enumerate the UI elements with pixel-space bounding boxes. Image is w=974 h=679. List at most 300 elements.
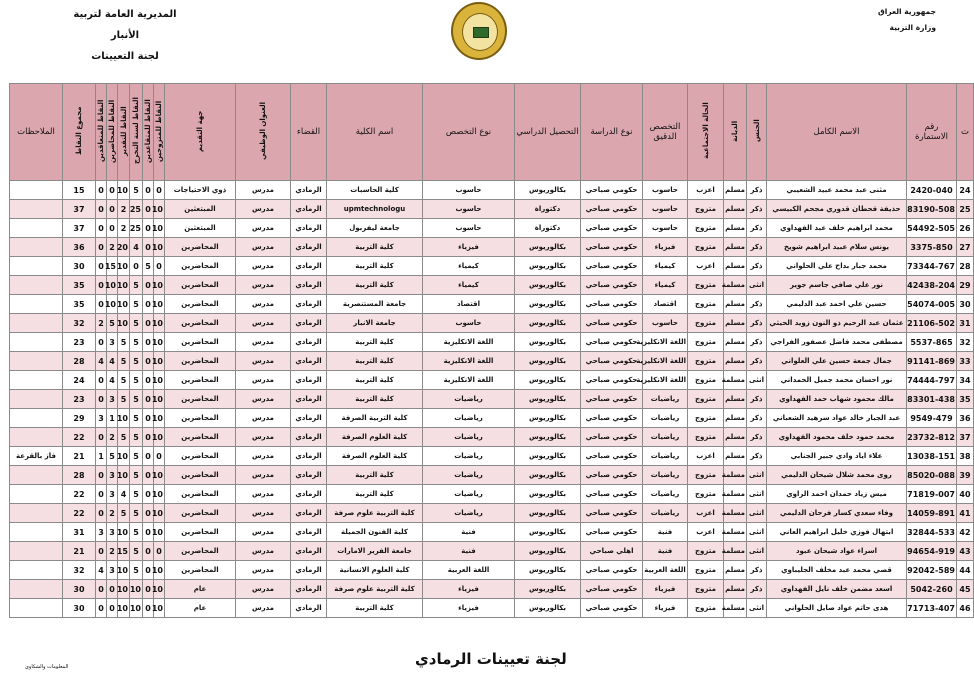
table-cell: مدرس xyxy=(236,542,291,561)
table-cell: ذكر xyxy=(747,390,767,409)
table-cell xyxy=(10,409,63,428)
table-cell: 10 xyxy=(118,466,130,485)
table-cell xyxy=(10,542,63,561)
table-cell: مسلمة xyxy=(724,466,747,485)
table-cell: 10 xyxy=(154,390,165,409)
table-cell: 42438-204 xyxy=(907,276,957,295)
table-cell: 4 xyxy=(118,485,130,504)
table-cell: مدرس xyxy=(236,295,291,314)
table-cell: 94654-919 xyxy=(907,542,957,561)
table-cell: متزوج xyxy=(688,333,724,352)
table-cell: 5 xyxy=(107,447,118,466)
table-cell: 2 xyxy=(107,542,118,561)
table-cell: 0 xyxy=(143,561,154,580)
table-cell: 10 xyxy=(154,352,165,371)
col-header: رقم الاستمارة xyxy=(907,84,957,181)
table-cell: مدرس xyxy=(236,257,291,276)
table-cell: اعزب xyxy=(688,523,724,542)
table-cell: متزوج xyxy=(688,314,724,333)
table-cell: 28 xyxy=(63,466,96,485)
table-cell: مدرس xyxy=(236,409,291,428)
table-cell: اعزب xyxy=(688,447,724,466)
table-cell: المحاضرين xyxy=(165,238,236,257)
table-cell: متزوج xyxy=(688,561,724,580)
table-cell: 44 xyxy=(957,561,974,580)
table-cell: 5 xyxy=(107,314,118,333)
table-cell: فنية xyxy=(423,523,515,542)
table-cell: 0 xyxy=(143,295,154,314)
table-cell: مسلمة xyxy=(724,599,747,618)
table-cell: مدرس xyxy=(236,352,291,371)
table-cell: متزوج xyxy=(688,219,724,238)
table-cell: 0 xyxy=(143,428,154,447)
table-row xyxy=(10,523,974,542)
table-cell xyxy=(10,561,63,580)
table-cell: 5 xyxy=(130,542,143,561)
table-cell: 71713-407 xyxy=(907,599,957,618)
table-cell: 73344-767 xyxy=(907,257,957,276)
table-cell: 3 xyxy=(107,390,118,409)
table-cell: 0 xyxy=(154,257,165,276)
table-cell: ذكر xyxy=(747,295,767,314)
table-cell: 5 xyxy=(130,295,143,314)
table-cell: مسلم xyxy=(724,257,747,276)
republic-header xyxy=(836,4,936,36)
table-cell: حسين علي احمد عبد الدليمي xyxy=(767,295,907,314)
table-cell: 3 xyxy=(107,485,118,504)
table-cell: 10 xyxy=(107,295,118,314)
table-cell: ذكر xyxy=(747,580,767,599)
table-cell: حاسوب xyxy=(643,181,688,200)
table-cell: رياضيات xyxy=(643,409,688,428)
table-cell: اللغة الانكليزية xyxy=(643,333,688,352)
table-cell: 0 xyxy=(143,485,154,504)
table-cell: ميس زياد حمدان احمد الراوي xyxy=(767,485,907,504)
table-cell: كلية العلوم الصرفة xyxy=(327,428,423,447)
table-cell: 0 xyxy=(96,504,107,523)
table-cell: المحاضرين xyxy=(165,428,236,447)
table-cell: ذكر xyxy=(747,561,767,580)
table-cell: متزوج xyxy=(688,580,724,599)
table-cell: اللغة العربية xyxy=(423,561,515,580)
table-cell: 0 xyxy=(107,219,118,238)
table-cell: حاسوب xyxy=(643,219,688,238)
table-cell: بكالوريوس xyxy=(515,580,581,599)
table-cell: 0 xyxy=(96,390,107,409)
table-cell xyxy=(10,295,63,314)
table-cell: علاء اياد وادي جبير الجنابي xyxy=(767,447,907,466)
table-cell: مسلم xyxy=(724,390,747,409)
table-cell: رياضيات xyxy=(643,428,688,447)
table-cell: مسلمة xyxy=(724,504,747,523)
table-cell: كلية التربية علوم صرفة xyxy=(327,504,423,523)
table-row xyxy=(10,333,974,352)
table-row xyxy=(10,409,974,428)
table-cell: 10 xyxy=(154,200,165,219)
table-cell: مسلم xyxy=(724,580,747,599)
table-cell: 29 xyxy=(957,276,974,295)
table-cell: 5 xyxy=(130,181,143,200)
table-cell: 3375-850 xyxy=(907,238,957,257)
table-cell: انثى xyxy=(747,466,767,485)
col-header: النقاط للمحاضرين xyxy=(107,84,118,181)
table-cell: متزوج xyxy=(688,200,724,219)
table-cell: الرمادي xyxy=(291,428,327,447)
table-cell: انثى xyxy=(747,599,767,618)
table-cell: 5 xyxy=(130,561,143,580)
table-cell: 2 xyxy=(118,200,130,219)
directorate-header xyxy=(60,4,190,67)
table-cell: هدى حاتم عواد صايل الحلواني xyxy=(767,599,907,618)
table-cell: رياضيات xyxy=(423,504,515,523)
table-cell: ذكر xyxy=(747,238,767,257)
table-cell: مدرس xyxy=(236,523,291,542)
table-row xyxy=(10,466,974,485)
table-cell: فيزياء xyxy=(643,599,688,618)
table-cell: الرمادي xyxy=(291,276,327,295)
table-cell: رياضيات xyxy=(423,428,515,447)
table-cell: 9549-479 xyxy=(907,409,957,428)
table-cell: فيزياء xyxy=(643,580,688,599)
table-cell: مسلم xyxy=(724,409,747,428)
table-cell: متزوج xyxy=(688,485,724,504)
table-cell: 10 xyxy=(118,409,130,428)
table-cell: 0 xyxy=(143,542,154,561)
table-cell: كلية الفنون الجميلة xyxy=(327,523,423,542)
table-cell: مدرس xyxy=(236,371,291,390)
table-cell: مسلمة xyxy=(724,371,747,390)
ministry-seal-logo xyxy=(451,2,507,60)
table-cell: مدرس xyxy=(236,504,291,523)
seal-inner-icon xyxy=(462,13,498,51)
table-cell: ابتهال فوزي خليل ابراهيم العاني xyxy=(767,523,907,542)
table-row xyxy=(10,238,974,257)
table-cell: 5 xyxy=(118,352,130,371)
table-row xyxy=(10,181,974,200)
table-cell: المحاضرين xyxy=(165,542,236,561)
table-row xyxy=(10,599,974,618)
table-cell: انثى xyxy=(747,523,767,542)
table-cell: متزوج xyxy=(688,542,724,561)
col-header: النقاط للمتزوجين xyxy=(154,84,165,181)
table-cell: حكومي صباحي xyxy=(581,276,643,295)
table-cell: 2 xyxy=(107,504,118,523)
table-cell: 0 xyxy=(143,409,154,428)
table-cell: بكالوريوس xyxy=(515,257,581,276)
directorate-name: المديرية العامة لتربية الأنبار xyxy=(73,9,177,41)
table-cell: 0 xyxy=(154,181,165,200)
table-cell: رياضيات xyxy=(643,466,688,485)
table-cell: 3 xyxy=(96,523,107,542)
table-cell: 5 xyxy=(130,466,143,485)
table-cell: 2 xyxy=(107,428,118,447)
table-cell: المحاضرين xyxy=(165,447,236,466)
table-cell: 38 xyxy=(957,447,974,466)
table-row xyxy=(10,371,974,390)
table-cell: بكالوريوس xyxy=(515,466,581,485)
table-cell xyxy=(10,333,63,352)
table-cell: رياضيات xyxy=(423,447,515,466)
table-cell: 5 xyxy=(130,504,143,523)
col-header: النقاط لسنة التخرج xyxy=(130,84,143,181)
table-cell: رياضيات xyxy=(643,390,688,409)
table-cell: كلية التربية xyxy=(327,466,423,485)
table-cell: 0 xyxy=(143,352,154,371)
table-cell: 10 xyxy=(154,409,165,428)
table-cell: حكومي صباحي xyxy=(581,238,643,257)
table-cell: 5 xyxy=(118,371,130,390)
table-cell: مدرس xyxy=(236,390,291,409)
table-cell: 10 xyxy=(107,276,118,295)
table-cell: 0 xyxy=(143,504,154,523)
table-cell: 32 xyxy=(63,314,96,333)
col-header: التحصيل الدراسي xyxy=(515,84,581,181)
table-cell: 36 xyxy=(957,409,974,428)
table-cell: فاز بالقرعة xyxy=(10,447,63,466)
table-cell: 54492-505 xyxy=(907,219,957,238)
appointments-table xyxy=(9,83,974,618)
table-cell: 5537-865 xyxy=(907,333,957,352)
table-cell: كلية التربية xyxy=(327,276,423,295)
table-cell: 3 xyxy=(107,466,118,485)
table-cell: 10 xyxy=(130,599,143,618)
table-cell: 0 xyxy=(107,580,118,599)
table-cell: مالك محمود شهاب حمد الفهداوي xyxy=(767,390,907,409)
table-cell: 14059-891 xyxy=(907,504,957,523)
table-cell: 71819-007 xyxy=(907,485,957,504)
table-cell: حكومي صباحي xyxy=(581,428,643,447)
table-cell: اهلي صباحي xyxy=(581,542,643,561)
table-cell: 10 xyxy=(154,333,165,352)
table-cell: 0 xyxy=(96,276,107,295)
table-cell: المحاضرين xyxy=(165,352,236,371)
table-cell: فنية xyxy=(643,523,688,542)
table-cell: ذكر xyxy=(747,447,767,466)
col-header: ت xyxy=(957,84,974,181)
table-cell: 0 xyxy=(143,466,154,485)
table-cell: 10 xyxy=(154,466,165,485)
col-header: النقاط للمتقاعدين xyxy=(143,84,154,181)
table-cell: بكالوريوس xyxy=(515,485,581,504)
col-header: العنوان الوظيفي xyxy=(236,84,291,181)
table-cell: فيزياء xyxy=(643,238,688,257)
table-cell: 0 xyxy=(107,599,118,618)
table-cell: 27 xyxy=(957,238,974,257)
table-cell: 0 xyxy=(96,580,107,599)
table-cell: فيزياء xyxy=(423,580,515,599)
table-cell: 37 xyxy=(63,219,96,238)
table-cell: 0 xyxy=(96,238,107,257)
table-cell: حاسوب xyxy=(423,181,515,200)
table-cell: 0 xyxy=(96,333,107,352)
table-cell: بكالوريوس xyxy=(515,314,581,333)
table-cell: 25 xyxy=(957,200,974,219)
table-row xyxy=(10,561,974,580)
table-cell: 3 xyxy=(96,409,107,428)
col-header: النقاط للمتعاقدين xyxy=(96,84,107,181)
table-cell: 21106-502 xyxy=(907,314,957,333)
table-cell: عبد الجبار خالد عواد سرهيد الشعباني xyxy=(767,409,907,428)
table-cell: 10 xyxy=(130,580,143,599)
table-cell: 0 xyxy=(96,257,107,276)
table-cell: 5 xyxy=(130,428,143,447)
table-cell: 83190-508 xyxy=(907,200,957,219)
table-cell: انثى xyxy=(747,542,767,561)
table-cell: مثنى عبد محمد عبيد الشعيبي xyxy=(767,181,907,200)
table-cell: قصي محمد عبد مخلف الجليباوي xyxy=(767,561,907,580)
table-cell: دكتوراة xyxy=(515,219,581,238)
table-cell: المحاضرين xyxy=(165,523,236,542)
table-cell: الرمادي xyxy=(291,504,327,523)
table-cell: بكالوريوس xyxy=(515,523,581,542)
table-cell: الرمادي xyxy=(291,580,327,599)
table-cell: حكومي صباحي xyxy=(581,257,643,276)
table-cell: مسلمة xyxy=(724,542,747,561)
table-row xyxy=(10,485,974,504)
table-cell: 30 xyxy=(957,295,974,314)
table-cell: المحاضرين xyxy=(165,257,236,276)
table-cell: متزوج xyxy=(688,276,724,295)
table-cell: 10 xyxy=(154,314,165,333)
table-cell: 1 xyxy=(96,447,107,466)
table-cell: 0 xyxy=(96,181,107,200)
table-cell: اللغة الانكليزية xyxy=(423,352,515,371)
table-cell: متزوج xyxy=(688,466,724,485)
table-cell: 0 xyxy=(143,276,154,295)
table-cell: مدرس xyxy=(236,333,291,352)
table-cell: جامعة الفرير الامارات xyxy=(327,542,423,561)
table-cell: 39 xyxy=(957,466,974,485)
table-cell: حكومي صباحي xyxy=(581,599,643,618)
table-cell: 10 xyxy=(154,428,165,447)
table-cell: فنية xyxy=(643,542,688,561)
table-cell: حكومي صباحي xyxy=(581,409,643,428)
table-cell: رياضيات xyxy=(423,390,515,409)
table-cell: رياضيات xyxy=(423,466,515,485)
table-cell: 4 xyxy=(107,371,118,390)
table-cell: المحاضرين xyxy=(165,466,236,485)
col-header: نوع الدراسة xyxy=(581,84,643,181)
table-row xyxy=(10,542,974,561)
table-cell: الرمادي xyxy=(291,523,327,542)
table-cell: حكومي صباحي xyxy=(581,371,643,390)
table-cell: جمال جمعة حسين علي العلواني xyxy=(767,352,907,371)
table-cell: حكومي صباحي xyxy=(581,466,643,485)
table-cell: 10 xyxy=(118,523,130,542)
table-cell: كلية الحاسبات xyxy=(327,181,423,200)
table-cell: كلية التربية xyxy=(327,390,423,409)
table-cell: كيمياء xyxy=(643,276,688,295)
table-cell: حاسوب xyxy=(643,200,688,219)
table-cell: 10 xyxy=(154,238,165,257)
table-cell: اللغة الانكليزية xyxy=(643,371,688,390)
table-cell: حكومي صباحي xyxy=(581,447,643,466)
table-cell: 10 xyxy=(154,371,165,390)
table-cell: الرمادي xyxy=(291,219,327,238)
table-cell: ذكر xyxy=(747,352,767,371)
table-cell: 3 xyxy=(107,523,118,542)
col-header: مجموع النقاط xyxy=(63,84,96,181)
table-cell: مسلم xyxy=(724,333,747,352)
table-cell: متزوج xyxy=(688,390,724,409)
table-cell xyxy=(10,485,63,504)
table-cell: 0 xyxy=(96,371,107,390)
col-header: الجنس xyxy=(747,84,767,181)
table-cell: 23 xyxy=(63,390,96,409)
table-cell: 5 xyxy=(130,276,143,295)
table-cell: 0 xyxy=(143,181,154,200)
table-cell: 83301-438 xyxy=(907,390,957,409)
footer-note: المعلومات والشكاوي xyxy=(25,664,69,670)
book-icon xyxy=(473,27,489,38)
table-row xyxy=(10,257,974,276)
table-cell: مسلمة xyxy=(724,276,747,295)
table-cell: 0 xyxy=(96,295,107,314)
table-cell: 5 xyxy=(143,257,154,276)
table-cell: الرمادي xyxy=(291,561,327,580)
table-cell: متزوج xyxy=(688,238,724,257)
table-cell: مدرس xyxy=(236,580,291,599)
table-cell: 54074-005 xyxy=(907,295,957,314)
table-cell: 2420-040 xyxy=(907,181,957,200)
table-cell xyxy=(10,504,63,523)
table-cell: الرمادي xyxy=(291,181,327,200)
table-cell: 10 xyxy=(154,580,165,599)
table-cell: 10 xyxy=(118,599,130,618)
table-cell: 91141-869 xyxy=(907,352,957,371)
table-cell: حكومي صباحي xyxy=(581,200,643,219)
table-cell: 22 xyxy=(63,485,96,504)
table-cell: نور احسان محمد جميل الحمداني xyxy=(767,371,907,390)
table-cell: 0 xyxy=(143,238,154,257)
table-cell: بكالوريوس xyxy=(515,333,581,352)
footer-title: لجنة تعيينات الرمادي xyxy=(415,650,567,668)
table-cell: 26 xyxy=(957,219,974,238)
table-cell: 2 xyxy=(107,238,118,257)
table-cell: 13038-151 xyxy=(907,447,957,466)
table-cell: 10 xyxy=(154,485,165,504)
table-cell: بكالوريوس xyxy=(515,561,581,580)
table-cell: 10 xyxy=(118,295,130,314)
table-cell: رياضيات xyxy=(643,504,688,523)
table-cell: الرمادي xyxy=(291,542,327,561)
table-cell xyxy=(10,238,63,257)
table-cell: المحاضرين xyxy=(165,561,236,580)
table-cell: كلية التربية الصرفة xyxy=(327,409,423,428)
table-cell: الرمادي xyxy=(291,409,327,428)
table-cell: مسلم xyxy=(724,428,747,447)
table-cell: كلية التربية xyxy=(327,333,423,352)
table-cell: 10 xyxy=(154,219,165,238)
table-cell xyxy=(10,219,63,238)
table-cell: حذيفة قحطان قدوري مجحم الكبيسي xyxy=(767,200,907,219)
table-cell: 10 xyxy=(154,599,165,618)
table-cell: 21 xyxy=(63,447,96,466)
table-cell: ذكر xyxy=(747,181,767,200)
table-cell: بكالوريوس xyxy=(515,542,581,561)
table-cell: 0 xyxy=(107,181,118,200)
table-cell: فيزياء xyxy=(423,599,515,618)
table-row xyxy=(10,580,974,599)
table-cell: جامعة ليفربول xyxy=(327,219,423,238)
table-cell: عام xyxy=(165,580,236,599)
table-cell: مسلم xyxy=(724,219,747,238)
table-cell: حكومي صباحي xyxy=(581,314,643,333)
table-cell: المحاضرين xyxy=(165,333,236,352)
table-cell: انثى xyxy=(747,276,767,295)
table-cell: 10 xyxy=(154,504,165,523)
table-cell: ذكر xyxy=(747,333,767,352)
